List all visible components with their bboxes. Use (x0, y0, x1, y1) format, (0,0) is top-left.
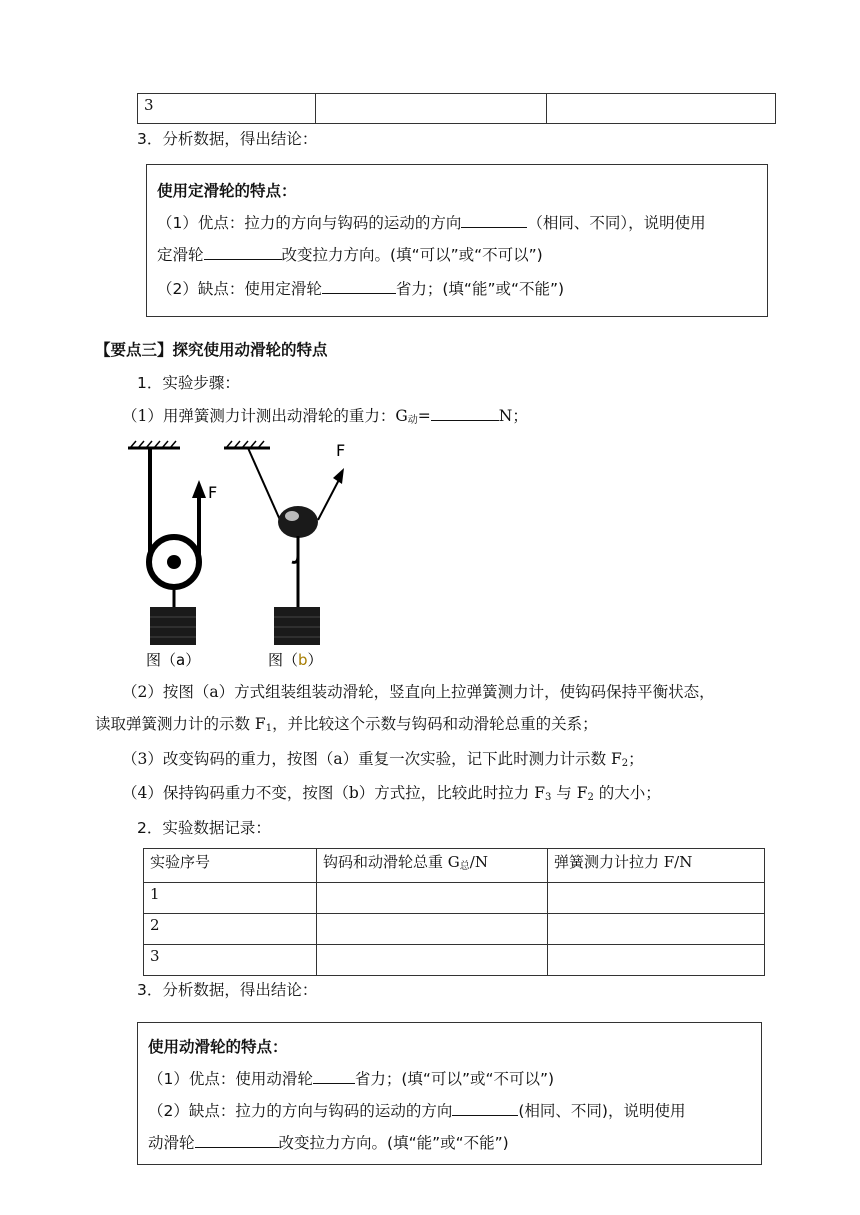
text: ，并比较这个示数与钩码和动滑轮总重的关系； (272, 715, 598, 733)
text: 改变拉力方向。(填“可以”或“不可以”) (281, 246, 543, 264)
top-table (137, 93, 776, 124)
table-header: 弹簧测力计拉力 F/N (548, 849, 765, 883)
subscript: 2 (587, 792, 594, 803)
step1-sub1 (122, 405, 528, 432)
section-heading: 【要点三】探究使用动滑轮的特点 (95, 341, 328, 359)
box-line (148, 1131, 509, 1153)
figure-b (224, 441, 345, 669)
table-cell[interactable] (317, 883, 548, 914)
table-cell: 1 (144, 883, 317, 914)
table-header: 实验序号 (144, 849, 317, 883)
answer-blank[interactable] (322, 279, 396, 294)
force-label: F (208, 483, 218, 502)
table-cell (316, 94, 547, 124)
table-cell[interactable] (548, 914, 765, 945)
data-table (143, 848, 765, 976)
box-line (157, 243, 543, 265)
table-cell: 2 (144, 914, 317, 945)
text: （2）缺点：使用定滑轮 (157, 280, 322, 298)
table-cell[interactable] (548, 945, 765, 976)
step1-sub4 (122, 782, 661, 809)
answer-blank[interactable] (431, 406, 499, 421)
text: 的大小； (593, 784, 661, 802)
subscript: 3 (544, 792, 552, 803)
box-line (157, 277, 564, 299)
text: （3）改变钩码的重力，按图（a）重复一次实验，记下此时测力计示数 F (122, 750, 622, 768)
text: (相同、不同)，说明使用 (518, 1102, 686, 1120)
box-line (148, 1067, 554, 1089)
answer-blank[interactable] (195, 1133, 279, 1148)
text: 与 F (551, 784, 588, 802)
table-row (144, 914, 765, 945)
box-title: 使用定滑轮的特点： (157, 182, 297, 200)
text: N； (498, 407, 528, 425)
pulley-figure (120, 432, 360, 672)
text: （1）优点：使用动滑轮 (148, 1070, 313, 1088)
figure-a (128, 441, 217, 669)
answer-blank[interactable] (452, 1101, 518, 1116)
step2-heading: 2．实验数据记录： (137, 819, 271, 837)
text: 定滑轮 (157, 246, 204, 264)
answer-blank[interactable] (313, 1069, 355, 1084)
step1-sub2-line2 (95, 713, 598, 740)
step1-sub2-line1: （2）按图（a）方式组装组装动滑轮，竖直向上拉弹簧测力计，使钩码保持平衡状态， (122, 683, 715, 701)
box-title: 使用动滑轮的特点： (148, 1038, 288, 1056)
box-line (157, 211, 706, 233)
text: 动滑轮 (148, 1134, 195, 1152)
subscript: 1 (265, 723, 273, 734)
answer-blank[interactable] (461, 213, 527, 228)
step3-bottom: 3．分析数据，得出结论： (137, 981, 318, 999)
movable-pulley-box (137, 1022, 762, 1165)
text: 图（ (268, 651, 299, 669)
step3-top: 3．分析数据，得出结论： (137, 130, 318, 148)
text: （1）优点：拉力的方向与钩码的运动的方向 (157, 214, 462, 232)
table-header (317, 849, 548, 883)
answer-blank[interactable] (204, 245, 282, 260)
text: 读取弹簧测力计的示数 F (95, 715, 266, 733)
step1-heading: 1．实验步骤： (137, 374, 240, 392)
text: （1）用弹簧测力计测出动滑轮的重力：G (122, 407, 408, 425)
table-row (144, 945, 765, 976)
text: （4）保持钩码重力不变，按图（b）方式拉，比较此时拉力 F (122, 784, 545, 802)
force-label: F (336, 441, 346, 460)
text: 改变拉力方向。(填“能”或“不能”) (278, 1134, 509, 1152)
figure-a-label: 图（a） (146, 651, 201, 669)
table-cell[interactable] (317, 914, 548, 945)
fixed-pulley-box (146, 164, 768, 317)
box-line (148, 1099, 685, 1121)
subscript: 2 (621, 758, 629, 769)
table-row (144, 883, 765, 914)
text: 钩码和动滑轮总重 G (323, 853, 460, 871)
subscript: 动 (407, 415, 418, 426)
text: ； (628, 750, 644, 768)
table-cell (547, 94, 776, 124)
text: = (417, 407, 431, 425)
table-cell[interactable] (548, 883, 765, 914)
table-cell[interactable] (317, 945, 548, 976)
text: ） (307, 651, 323, 669)
text: （2）缺点：拉力的方向与钩码的运动的方向 (148, 1102, 453, 1120)
text: 省力；(填“能”或“不能”) (395, 280, 565, 298)
figure-b-label (268, 651, 323, 669)
text: （相同、不同），说明使用 (527, 214, 706, 232)
text: 省力；(填“可以”或“不可以”) (354, 1070, 555, 1088)
text: b (298, 651, 308, 669)
table-cell: 3 (138, 94, 316, 124)
step1-sub3 (122, 748, 644, 775)
text: /N (469, 853, 488, 871)
subscript: 总 (459, 861, 470, 872)
table-cell: 3 (144, 945, 317, 976)
